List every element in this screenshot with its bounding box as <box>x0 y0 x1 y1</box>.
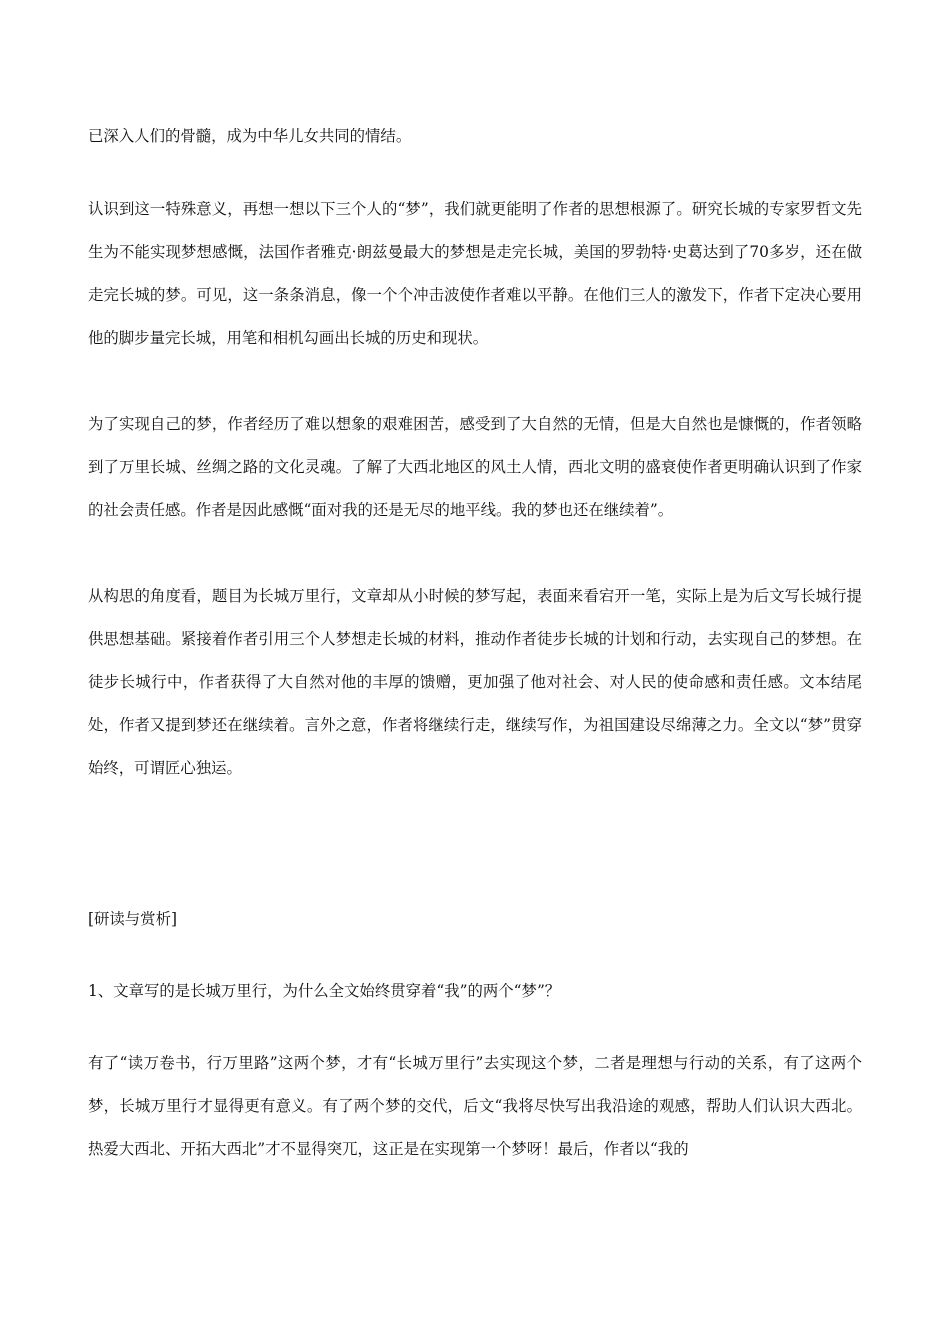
answer-1: 有了“读万卷书，行万里路”这两个梦，才有“长城万里行”去实现这个梦，二者是理想与行动的关系，有了这两个梦，长城万里行才显得更有意义。有了两个梦的交代，后文“我将尽快写出我沿途的观感，帮助人们认识大西北。热爱大西北、开拓大西北”才不显得突兀，这正是在实现第一个梦呀！最后，作者以“我的 <box>88 1054 862 1158</box>
paragraph-realize-dream: 为了实现自己的梦，作者经历了难以想象的艰难困苦，感受到了大自然的无情，但是大自然也是慷慨的，作者领略到了万里长城、丝绸之路的文化灵魂。了解了大西北地区的风土人情，西北文明的盛衰使作者更明确认识到了作家的社会责任感。作者是因此感慨“面对我的还是无尽的地平线。我的梦也还在继续着”。 <box>88 415 862 519</box>
paragraph-three-dreams: 认识到这一特殊意义，再想一想以下三个人的“梦”，我们就更能明了作者的思想根源了。研究长城的专家罗哲文先生为不能实现梦想感慨，法国作者雅克·朗兹曼最大的梦想是走完长城，美国的罗勃特·史葛达到了70多岁，还在做走完长城的梦。可见，这一条条消息，像一个个冲击波使作者难以平静。在他们三人的激发下，作者下定决心要用他的脚步量完长城，用笔和相机勾画出长城的历史和现状。 <box>88 200 862 347</box>
section-heading: [研读与赏析] <box>88 910 177 928</box>
paragraph-structure-analysis: 从构思的角度看，题目为长城万里行，文章却从小时候的梦写起，表面来看宕开一笔，实际上是为后文写长城行提供思想基础。紧接着作者引用三个人梦想走长城的材料，推动作者徒步长城的计划和行动，去实现自己的梦想。在徒步长城行中，作者获得了大自然对他的丰厚的馈赠，更加强了他对社会、对人民的使命感和责任感。文本结尾处，作者又提到梦还在继续着。言外之意，作者将继续行走，继续写作，为祖国建设尽绵薄之力。全文以“梦”贯穿始终，可谓匠心独运。 <box>88 587 862 777</box>
question-1: 1、文章写的是长城万里行，为什么全文始终贯穿着“我”的两个“梦”？ <box>88 982 561 1000</box>
paragraph-continued: 已深入人们的骨髓，成为中华儿女共同的情结。 <box>88 127 412 145</box>
